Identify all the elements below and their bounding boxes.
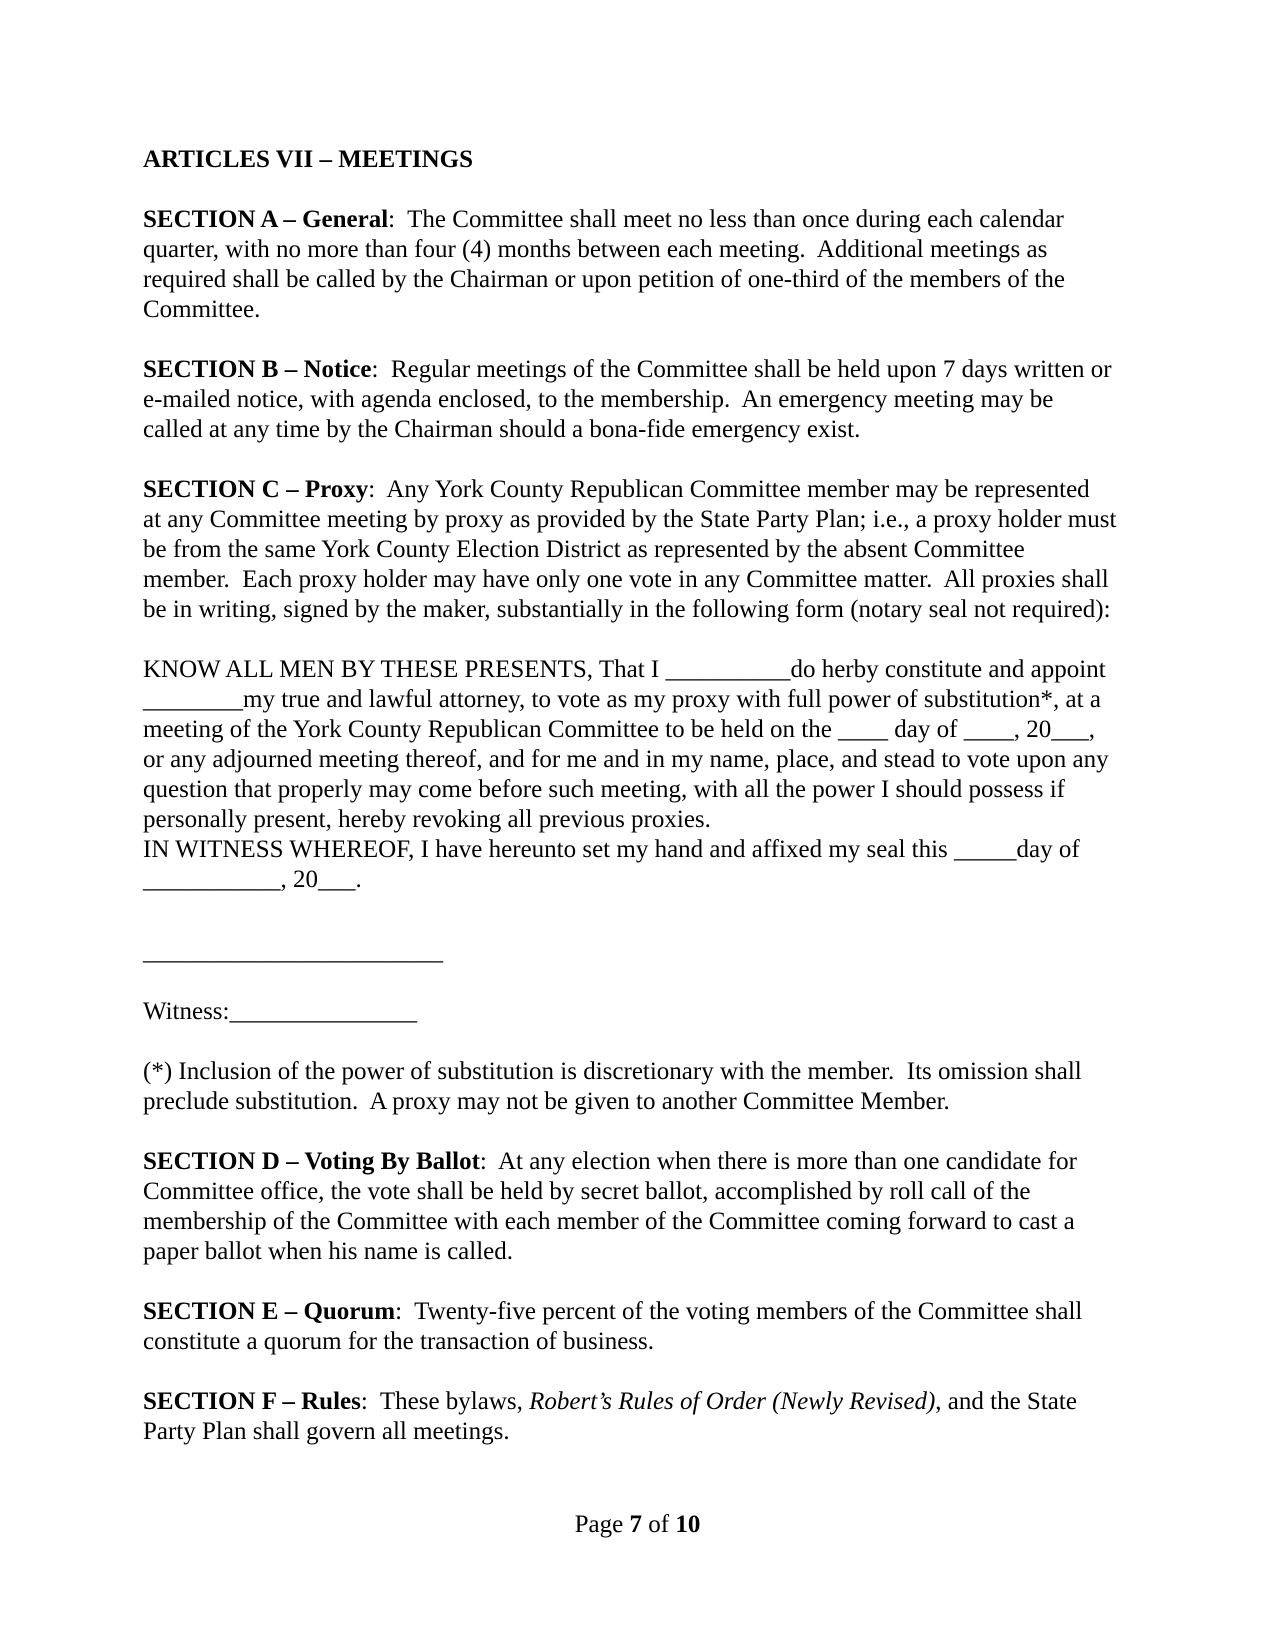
text-line — [143, 505, 1136, 535]
text-run: Party Plan shall govern all meetings. — [143, 1418, 510, 1445]
text-line — [143, 745, 1136, 775]
text-line — [143, 595, 1136, 625]
text-run: : Twenty-five percent of the voting members of the Committee shall — [395, 1298, 1083, 1325]
text-run: Committee. — [143, 296, 261, 323]
text-run: membership of the Committee with each member of the Committee coming forward to cast a — [143, 1208, 1075, 1235]
text-run: SECTION D – Voting By Ballot — [143, 1148, 480, 1175]
text-line — [143, 805, 1136, 835]
section-c-proxy — [143, 475, 1136, 625]
text-run: : The Committee shall meet no less than once during each calendar — [388, 206, 1064, 233]
text-run: or any adjourned meeting thereof, and for me and in my name, place, and stead to vote upon any — [143, 746, 1109, 773]
text-run: paper ballot when his name is called. — [143, 1238, 514, 1265]
text-line — [143, 1387, 1136, 1417]
document-body — [143, 145, 1136, 1447]
text-run: quarter, with no more than four (4) months between each meeting. Additional meetings as — [143, 236, 1048, 263]
text-run: Committee office, the vote shall be held by secret ballot, accomplished by roll call of the — [143, 1178, 1031, 1205]
text-line — [143, 997, 1136, 1027]
text-run: be from the same York County Election District as represented by the absent Committee — [143, 536, 1025, 563]
text-run: Page — [574, 1511, 630, 1538]
page-footer — [0, 1510, 1275, 1540]
text-run: question that properly may come before such meeting, with all the power I should possess if — [143, 776, 1066, 803]
text-line — [143, 655, 1136, 685]
text-run: KNOW ALL MEN BY THESE PRESENTS, That I __________do herby constitute and appoint — [143, 656, 1106, 683]
text-run: ________my true and lawful attorney, to vote as my proxy with full power of substitution*, at a — [143, 686, 1101, 713]
text-line — [143, 145, 1136, 175]
text-line — [143, 937, 1136, 967]
text-run: called at any time by the Chairman should a bona-fide emergency exist. — [143, 416, 861, 443]
text-run: SECTION B – Notice — [143, 356, 372, 383]
text-run: personally present, hereby revoking all previous proxies. — [143, 806, 711, 833]
signature-line — [143, 937, 1136, 967]
proxy-form-paragraph — [143, 655, 1136, 895]
text-run: e-mailed notice, with agenda enclosed, to the membership. An emergency meeting may be — [143, 386, 1054, 413]
text-line — [143, 1327, 1136, 1357]
text-run: preclude substitution. A proxy may not be given to another Committee Member. — [143, 1088, 950, 1115]
article-title — [143, 145, 1136, 175]
witness-line — [143, 997, 1136, 1027]
text-run: : These bylaws, — [360, 1388, 530, 1415]
text-line — [143, 1087, 1136, 1117]
text-run: : Any York County Republican Committee member may be represented — [368, 476, 1090, 503]
text-line — [143, 775, 1136, 805]
text-run: 7 — [629, 1511, 643, 1538]
text-run: : At any election when there is more than one candidate for — [479, 1148, 1077, 1175]
text-line — [143, 1417, 1136, 1447]
text-run: Robert’s Rules of Order (Newly Revised) — [529, 1388, 936, 1415]
text-run: 10 — [675, 1511, 701, 1538]
text-line — [143, 1177, 1136, 1207]
text-line — [143, 535, 1136, 565]
text-run: required shall be called by the Chairman or upon petition of one-third of the members of the — [143, 266, 1065, 293]
text-run: IN WITNESS WHEREOF, I have hereunto set my hand and affixed my seal this _____day of — [143, 836, 1080, 863]
text-run: ________________________ — [143, 938, 443, 965]
text-line — [143, 295, 1136, 325]
text-line — [143, 565, 1136, 595]
text-run: (*) Inclusion of the power of substitution is discretionary with the member. Its omission shall — [143, 1058, 1082, 1085]
text-line — [143, 385, 1136, 415]
section-e-quorum — [143, 1297, 1136, 1357]
text-line — [143, 1297, 1136, 1327]
text-run: of — [642, 1511, 676, 1538]
text-line — [143, 1147, 1136, 1177]
text-run: at any Committee meeting by proxy as provided by the State Party Plan; i.e., a proxy holder must — [143, 506, 1117, 533]
text-run: SECTION F – Rules — [143, 1388, 361, 1415]
text-run: member. Each proxy holder may have only one vote in any Committee matter. All proxies shall — [143, 566, 1109, 593]
text-line — [143, 415, 1136, 445]
section-b-notice — [143, 355, 1136, 445]
text-line — [143, 1207, 1136, 1237]
text-line — [143, 235, 1136, 265]
text-line — [143, 355, 1136, 385]
text-run: meeting of the York County Republican Committee to be held on the ____ day of ____, 20___, — [143, 716, 1095, 743]
text-line — [143, 205, 1136, 235]
text-run: SECTION A – General — [143, 206, 389, 233]
text-line — [143, 865, 1136, 895]
text-line — [143, 715, 1136, 745]
text-line — [143, 1057, 1136, 1087]
substitution-footnote — [143, 1057, 1136, 1117]
text-run: ARTICLES VII – MEETINGS — [143, 146, 474, 173]
text-line — [143, 685, 1136, 715]
section-a-general — [143, 205, 1136, 325]
text-line — [143, 475, 1136, 505]
text-run: SECTION C – Proxy — [143, 476, 369, 503]
section-f-rules — [143, 1387, 1136, 1447]
text-line — [143, 265, 1136, 295]
text-run: constitute a quorum for the transaction of business. — [143, 1328, 654, 1355]
text-run: : Regular meetings of the Committee shall be held upon 7 days written or — [371, 356, 1112, 383]
text-run: SECTION E – Quorum — [143, 1298, 396, 1325]
text-line — [143, 1237, 1136, 1267]
text-run: be in writing, signed by the maker, substantially in the following form (notary seal not required): — [143, 596, 1111, 623]
text-run: ___________, 20___. — [143, 866, 362, 893]
text-run: , and the State — [935, 1388, 1077, 1415]
section-d-voting-by-ballot — [143, 1147, 1136, 1267]
text-run: Witness:_______________ — [143, 998, 417, 1025]
text-line — [143, 835, 1136, 865]
